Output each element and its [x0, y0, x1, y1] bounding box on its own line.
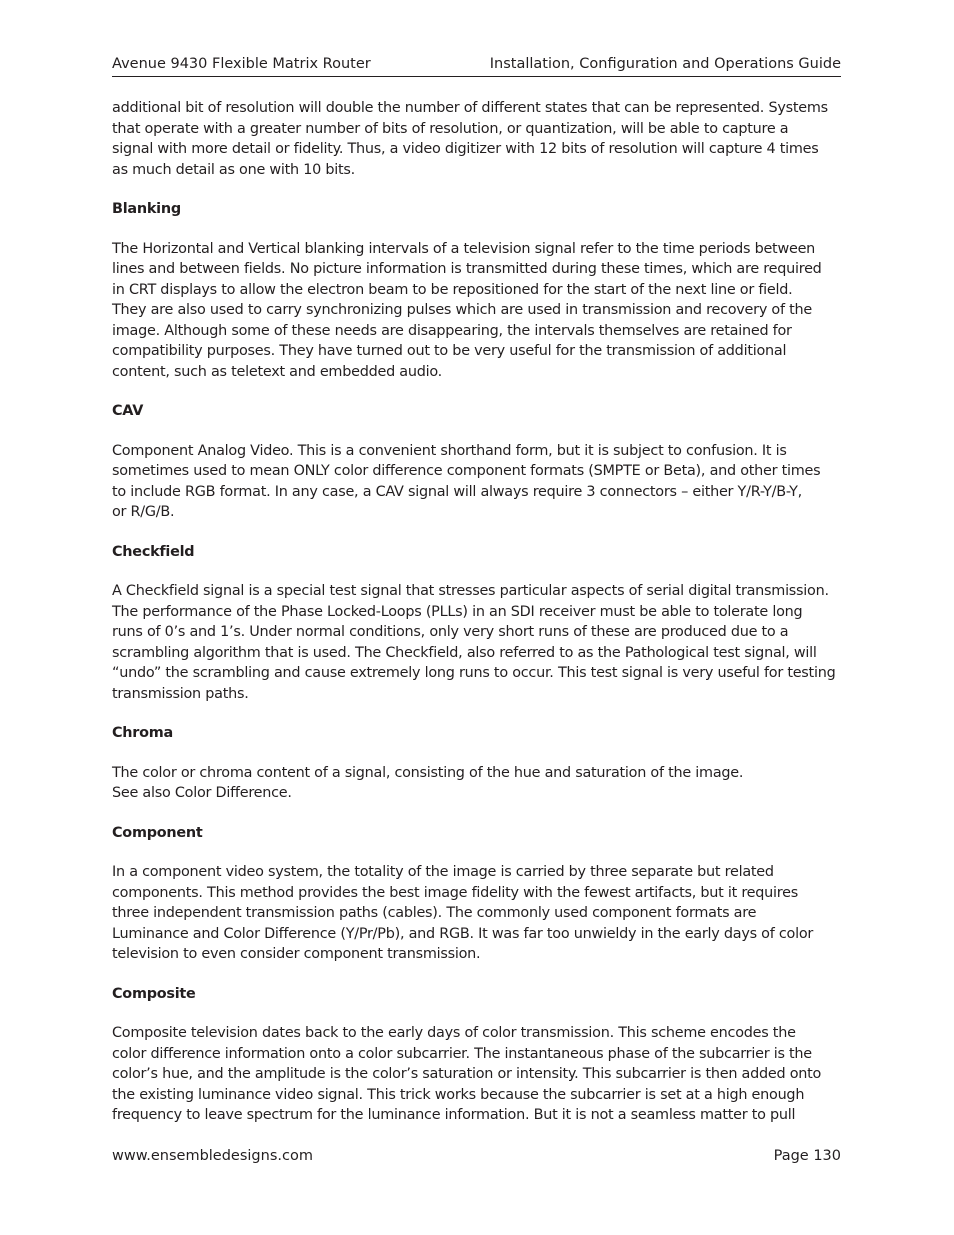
section-heading-chroma: Chroma	[112, 725, 173, 741]
text-line: the existing luminance video signal. This trick works because the subcarrier is set at a high enough	[112, 1086, 805, 1103]
text-line: In a component video system, the totality of the image is carried by three separate but related	[112, 864, 774, 880]
section-heading-component: Component	[112, 824, 203, 841]
text-line: sometimes used to mean ONLY color difference component formats (SMPTE or Beta), and other times	[112, 463, 821, 479]
text-line: or R/G/B.	[112, 504, 175, 520]
section-paragraph-composite	[112, 1023, 847, 1126]
text-line: in CRT displays to allow the electron beam to be repositioned for the start of the next line or field.	[112, 281, 793, 298]
text-line: The color or chroma content of a signal, consisting of the hue and saturation of the image.	[112, 764, 744, 781]
text-line: See also Color Difference.	[112, 785, 292, 801]
text-line: components. This method provides the best image fidelity with the fewest artifacts, but it requires	[112, 884, 798, 901]
section-heading-blanking: Blanking	[112, 201, 181, 217]
text-line: Luminance and Color Difference (Y/Pr/Pb), and RGB. It was far too unwieldy in the early days of color	[112, 925, 814, 942]
text-line: color’s hue, and the amplitude is the color’s saturation or intensity. This subcarrier is then added onto	[112, 1066, 822, 1082]
text-line: The Horizontal and Vertical blanking intervals of a television signal refer to the time periods between	[112, 240, 816, 257]
section-paragraph-blanking	[112, 239, 847, 383]
text-line: signal with more detail or fidelity. Thus, a video digitizer with 12 bits of resolution will capture 4 times	[112, 141, 819, 157]
text-line: runs of 0’s and 1’s. Under normal conditions, only very short runs of these are produced due to a	[112, 624, 789, 640]
text-line: A Checkfield signal is a special test signal that stresses particular aspects of serial digital transmission.	[112, 583, 829, 599]
page-header	[112, 54, 841, 77]
text-line: image. Although some of these needs are disappearing, the intervals themselves are retained for	[112, 322, 792, 339]
text-line: compatibility purposes. They have turned out to be very useful for the transmission of additional	[112, 343, 787, 359]
section-paragraph-component	[112, 862, 847, 965]
text-line: lines and between fields. No picture information is transmitted during these times, which are required	[112, 261, 822, 277]
text-line: The performance of the Phase Locked-Loops (PLLs) in an SDI receiver must be able to tolerate long	[112, 603, 803, 620]
text-line: transmission paths.	[112, 685, 249, 702]
header-guide-title: Installation, Configuration and Operations Guide	[489, 56, 841, 72]
text-line: frequency to leave spectrum for the luminance information. But it is not a seamless matter to pull	[112, 1107, 796, 1123]
footer-website-link[interactable]: www.ensembledesigns.com	[112, 1148, 313, 1164]
page-body	[112, 98, 847, 1145]
text-line: to include RGB format. In any case, a CAV signal will always require 3 connectors – either Y/R-Y/B-Y,	[112, 483, 802, 500]
section-heading-composite: Composite	[112, 985, 196, 1002]
section-paragraph-cav	[112, 441, 847, 523]
text-line: Component Analog Video. This is a convenient shorthand form, but it is subject to confusion. It is	[112, 442, 787, 459]
text-line: as much detail as one with 10 bits.	[112, 161, 355, 178]
text-line: “undo” the scrambling and cause extremely long runs to occur. This test signal is very useful for testing	[112, 665, 836, 681]
text-line: television to even consider component transmission.	[112, 946, 481, 962]
text-line: Composite television dates back to the early days of color transmission. This scheme encodes the	[112, 1025, 796, 1041]
text-line: They are also used to carry synchronizing pulses which are used in transmission and recovery of the	[112, 302, 812, 318]
section-heading-cav: CAV	[112, 403, 144, 419]
text-line: that operate with a greater number of bits of resolution, or quantization, will be able to capture a	[112, 120, 789, 137]
header-product-title: Avenue 9430 Flexible Matrix Router	[112, 56, 371, 72]
text-line: three independent transmission paths (cables). The commonly used component formats are	[112, 905, 757, 921]
section-paragraph-checkfield	[112, 581, 847, 704]
section-heading-checkfield: Checkfield	[112, 543, 195, 560]
text-line: additional bit of resolution will double the number of different states that can be represented. Systems	[112, 100, 828, 116]
section-paragraph-chroma	[112, 763, 847, 804]
page-number: Page 130	[773, 1148, 841, 1164]
intro-paragraph	[112, 98, 847, 180]
text-line: color difference information onto a color subcarrier. The instantaneous phase of the subcarrier is the	[112, 1045, 812, 1062]
text-line: scrambling algorithm that is used. The Checkfield, also referred to as the Pathological test signal, will	[112, 644, 817, 661]
text-line: content, such as teletext and embedded audio.	[112, 363, 442, 380]
